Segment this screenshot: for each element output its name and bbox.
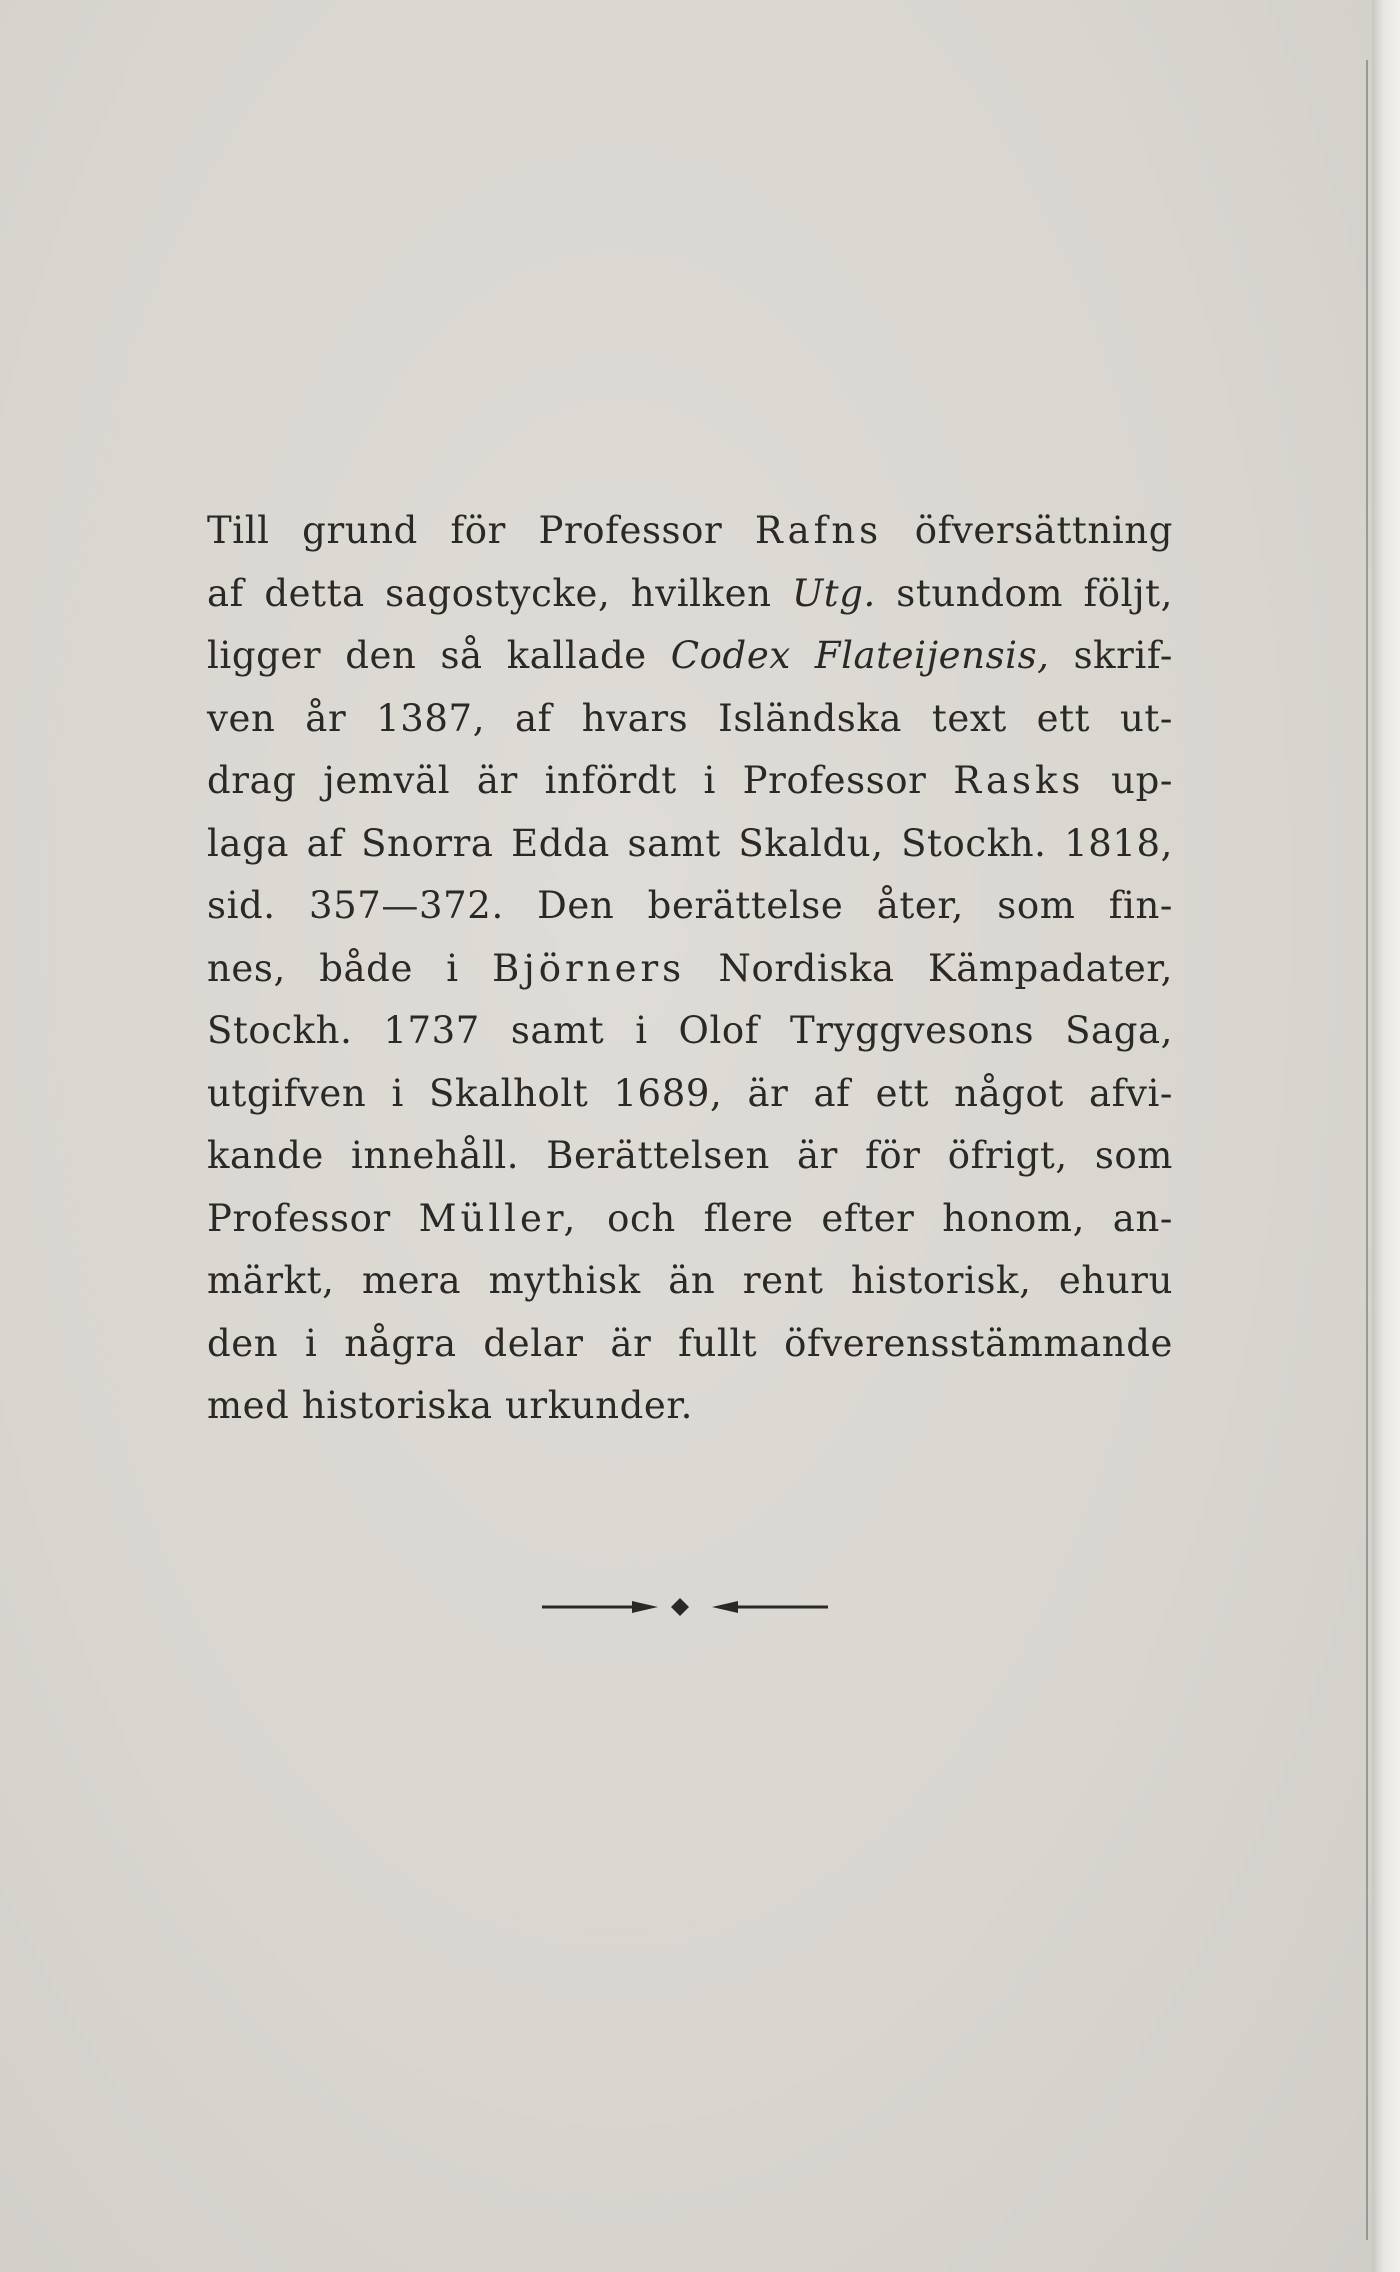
name-rafns: Rafns (754, 509, 883, 552)
abbrev-utg: Utg. (791, 571, 876, 615)
text-line: nes, både i Björners Nordiska Kämpadater, (207, 946, 1173, 990)
text-line: drag jemväl är infördt i Professor Rasks up- (207, 759, 1173, 802)
text-line: kande innehåll. Berättelsen är för öfrigt, som (207, 1134, 1173, 1177)
text-line: märkt, mera mythisk än rent historisk, ehuru (207, 1259, 1173, 1302)
body-paragraph (207, 500, 1173, 1438)
text-line: Till grund för Professor Rafns öfversättning (207, 509, 1173, 552)
codex-title: Codex Flateijensis, (670, 634, 1050, 677)
text-line: ligger den så kallade Codex Flateijensis, skrif- (207, 634, 1173, 677)
text-line: Stockh. 1737 samt i Olof Tryggvesons Saga, (207, 1009, 1173, 1052)
section-divider-ornament (540, 1592, 830, 1622)
text-line: utgifven i Skalholt 1689, är af ett något afvi- (207, 1071, 1173, 1115)
text-line: af detta sagostycke, hvilken Utg. stundom följt, (207, 571, 1173, 615)
text-line: sid. 357—372. Den berättelse åter, som fin- (207, 884, 1173, 927)
name-muller: Müller, (418, 1196, 580, 1240)
text-line: Professor Müller, och flere efter honom, an- (207, 1196, 1173, 1240)
page-edge (1372, 0, 1400, 2272)
text-line: med historiska urkunder. (207, 1384, 693, 1427)
name-bjorners: Björners (492, 946, 686, 990)
text-line: ven år 1387, af hvars Isländska text ett ut- (207, 696, 1173, 740)
name-rasks: Rasks (953, 759, 1085, 802)
page-fold-line (1366, 60, 1368, 2240)
text-line: den i några delar är fullt öfverensstämmande (207, 1321, 1173, 1365)
text-line: laga af Snorra Edda samt Skaldu, Stockh. 1818, (207, 821, 1173, 865)
